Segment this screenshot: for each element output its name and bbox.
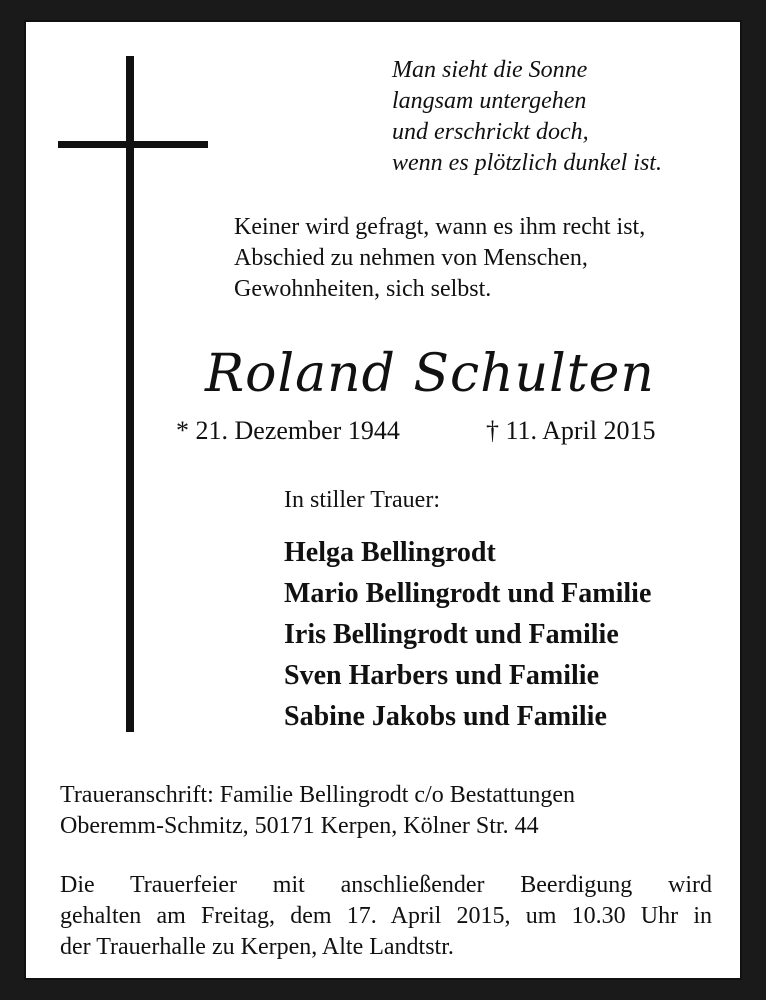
death-date: † 11. April 2015	[486, 416, 656, 445]
poem-line: Man sieht die Sonne	[392, 57, 588, 83]
condolence-address	[60, 780, 575, 842]
mourner-name: Helga Bellingrodt	[284, 537, 496, 568]
birth-date: * 21. Dezember 1944	[176, 416, 400, 445]
address-line: Oberemm-Schmitz, 50171 Kerpen, Kölner Str. 44	[60, 813, 539, 839]
prose-line: Abschied zu nehmen von Menschen,	[234, 245, 588, 271]
prose-verse	[234, 212, 645, 305]
poem-line: langsam untergehen	[392, 88, 587, 114]
cross-icon-vertical	[126, 56, 134, 732]
mourner-name: Sven Harbers und Familie	[284, 660, 600, 691]
mourner-name: Iris Bellingrodt und Familie	[284, 619, 619, 650]
cross-icon-horizontal	[58, 141, 208, 148]
address-line: Traueranschrift: Familie Bellingrodt c/o Bestattungen	[60, 782, 576, 808]
poem-verse	[392, 55, 662, 179]
mourner-name: Mario Bellingrodt und Familie	[284, 578, 652, 609]
poem-line: wenn es plötzlich dunkel ist.	[392, 150, 662, 176]
funeral-line: gehalten am Freitag, dem 17. April 2015, um 10.30 Uhr in	[60, 903, 712, 929]
prose-line: Gewohnheiten, sich selbst.	[234, 276, 492, 302]
mourner-name: Sabine Jakobs und Familie	[284, 701, 607, 732]
deceased-name: Roland Schulten	[205, 344, 655, 404]
prose-line: Keiner wird gefragt, wann es ihm recht ist,	[234, 214, 646, 240]
mourning-label: In stiller Trauer:	[284, 487, 440, 513]
mourners-list	[284, 532, 651, 737]
life-dates	[176, 414, 656, 448]
poem-line: und erschrickt doch,	[392, 119, 589, 145]
funeral-line: Die Trauerfeier mit anschließender Beerdigung wird	[60, 872, 712, 898]
funeral-info	[60, 870, 712, 963]
funeral-line: der Trauerhalle zu Kerpen, Alte Landtstr.	[60, 934, 454, 960]
